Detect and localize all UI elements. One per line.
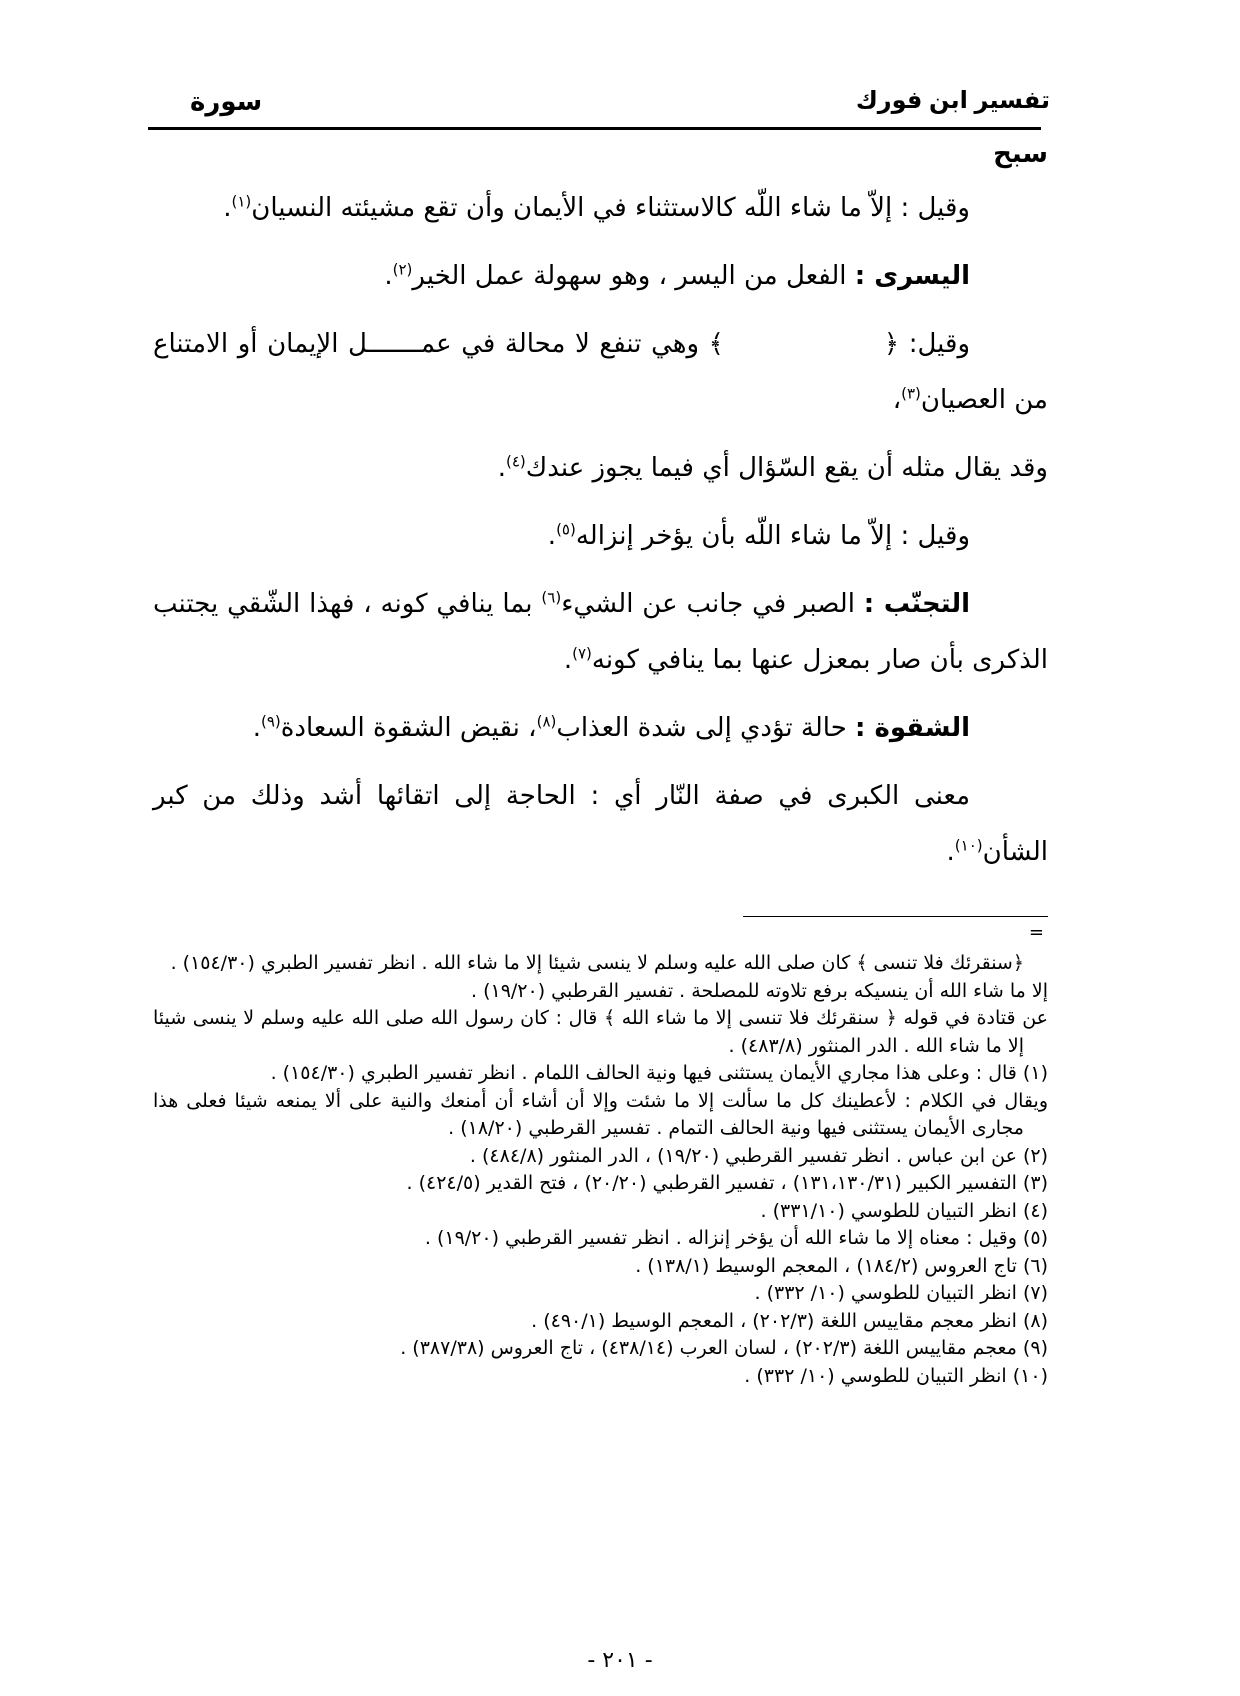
paragraph-6-end: . bbox=[563, 645, 573, 675]
footnote-ref-9: (٩) bbox=[260, 712, 281, 731]
paragraph-6 bbox=[153, 576, 1048, 688]
footnote-ref-7: (٧) bbox=[572, 644, 592, 663]
paragraph-7-text-a: حالة تؤدي إلى شدة العذاب bbox=[556, 713, 856, 743]
footnote-7: (٧) انظر التبيان للطوسي (١٠/ ٣٣٢) . bbox=[754, 1282, 1048, 1304]
footnote-continued-3: عن قتادة في قوله ﴿ سنقرئك فلا تنسى إلا ما شاء الله ﴾ قال : كان رسول الله صلى الله عليه وسلم لا ينسى شيئا إلا ما شاء الله . الدر المنثور (٤٨٣/٨) . bbox=[153, 1007, 1048, 1057]
paragraph-2-end: . bbox=[384, 261, 393, 291]
paragraph-1 bbox=[153, 180, 1048, 236]
paragraph-2-text: الفعل من اليسر ، وهو سهولة عمل الخير bbox=[412, 261, 855, 291]
paragraph-8-end: . bbox=[946, 837, 955, 867]
surah-name: سبح bbox=[993, 138, 1048, 168]
paragraph-7-end: . bbox=[252, 713, 261, 743]
running-header-book-title: تفسير ابن فورك bbox=[855, 87, 1050, 114]
paragraph-8 bbox=[153, 768, 1048, 880]
paragraph-4 bbox=[153, 440, 1048, 496]
footnote-2: (٢) عن ابن عباس . انظر تفسير القرطبي (١٩/٢٠) ، الدر المنثور (٤٨٤/٨) . bbox=[469, 1144, 1048, 1167]
footnote-continued-2: إلا ما شاء الله أن ينسيكه برفع تلاوته للمصلحة . تفسير القرطبي (١٩/٢٠) . bbox=[471, 979, 1048, 1002]
footnote-separator bbox=[743, 916, 1048, 917]
footnote-ref-10: (١٠) bbox=[954, 836, 983, 855]
paragraph-7-text-b: ، نقيض الشقوة السعادة bbox=[280, 713, 537, 743]
paragraph-3-end: ، bbox=[892, 385, 902, 415]
footnote-8: (٨) انظر معجم مقاييس اللغة (٢٠٢/٣) ، المعجم الوسيط (٤٩٠/١) . bbox=[531, 1309, 1048, 1332]
footnote-4: (٤) انظر التبيان للطوسي (٣٣١/١٠) . bbox=[760, 1199, 1048, 1222]
running-header-surah: سورة bbox=[190, 86, 263, 116]
paragraph-2 bbox=[153, 248, 1048, 304]
footnote-5: (٥) وقيل : معناه إلا ما شاء الله أن يؤخر إنزاله . انظر تفسير القرطبي (١٩/٢٠) . bbox=[424, 1227, 1048, 1249]
paragraph-3 bbox=[153, 316, 1048, 428]
paragraph-4-end: . bbox=[497, 453, 506, 483]
header-rule bbox=[148, 127, 1041, 130]
main-text bbox=[153, 180, 1048, 892]
term-tajannub: التجنّب : bbox=[863, 589, 971, 619]
footnote-ref-1: (١) bbox=[231, 192, 252, 211]
paragraph-1-text: وقيل : إلاّ ما شاء اللّه كالاستثناء في الأيمان وأن تقع مشيئته النسيان bbox=[251, 193, 970, 223]
paragraph-6-text-b: بما ينافي كونه ، فهذا الشّقي يجتنب الذكرى بأن صار بمعزل عنها بما ينافي كونه bbox=[153, 589, 1048, 675]
term-shiqwa: الشقوة : bbox=[855, 713, 970, 743]
paragraph-5-text: وقيل : إلاّ ما شاء اللّه بأن يؤخر إنزاله bbox=[575, 521, 970, 551]
paragraph-8-text: معنى الكبرى في صفة النّار أي : الحاجة إلى اتقائها أشد وذلك من كبر الشأن bbox=[153, 781, 1048, 867]
footnote-ref-2: (٢) bbox=[392, 260, 413, 279]
paragraph-5 bbox=[153, 508, 1048, 564]
footnote-continuation-mark: = bbox=[1028, 922, 1044, 943]
footnote-6: (٦) تاج العروس (١٨٤/٢) ، المعجم الوسيط (١٣٨/١) . bbox=[635, 1254, 1048, 1277]
footnote-3: (٣) التفسير الكبير (١٣١،١٣٠/٣١) ، تفسير القرطبي (٢٠/٢٠) ، فتح القدير (٤٢٤/٥) . bbox=[406, 1172, 1048, 1194]
footnote-ref-8: (٨) bbox=[536, 712, 557, 731]
footnote-continued-1: ﴿سنقرئك فلا تنسى ﴾ كان صلى الله عليه وسلم لا ينسى شيئا إلا ما شاء الله . انظر تفسير الطبري (١٥٤/٣٠) . bbox=[170, 952, 1024, 974]
footnote-ref-4: (٤) bbox=[506, 452, 526, 471]
footnote-1: (١) قال : وعلى هذا مجاري الأيمان يستثنى فيها ونية الحالف اللمام . انظر تفسير الطبري (١٥٤/٣٠) . bbox=[270, 1062, 1048, 1084]
footnotes bbox=[153, 950, 1048, 1390]
footnote-ref-5: (٥) bbox=[556, 520, 576, 539]
footnote-ref-3: (٣) bbox=[901, 384, 921, 403]
page-number: - ٢٠١ - bbox=[587, 1648, 653, 1673]
footnote-10: (١٠) انظر التبيان للطوسي (١٠/ ٣٣٢) . bbox=[744, 1364, 1048, 1387]
paragraph-5-end: . bbox=[547, 521, 557, 551]
paragraph-4-text: وقد يقال مثله أن يقع السّؤال أي فيما يجوز عندك bbox=[525, 453, 1048, 483]
paragraph-3-open: وقيل: ﴿ bbox=[883, 329, 970, 359]
paragraph-1-end: . bbox=[223, 193, 232, 223]
footnote-9: (٩) معجم مقاييس اللغة (٢٠٢/٣) ، لسان العرب (٤٣٨/١٤) ، تاج العروس (٣٨٧/٣٨) . bbox=[400, 1337, 1048, 1359]
footnote-1-extra: ويقال في الكلام : لأعطينك كل ما سألت إلا ما شئت وإلا أن أشاء أن أمنعك والنية على ألا يمنعه شيئا فعلى هذا مجارى الأيمان يستثنى فيها ونية الحالف التمام . تفسير القرطبي (١٨/٢٠) . bbox=[153, 1089, 1048, 1139]
paragraph-7 bbox=[153, 700, 1048, 756]
paragraph-6-text-a: الصبر في جانب عن الشيء bbox=[561, 589, 864, 619]
term-yusra: اليسرى : bbox=[854, 261, 970, 291]
paragraph-3-text: ﴾ وهي تنفع لا محالة في عمـــــــل الإيمان أو الامتناع من العصيان bbox=[153, 329, 1048, 415]
footnote-ref-6: (٦) bbox=[541, 588, 562, 607]
